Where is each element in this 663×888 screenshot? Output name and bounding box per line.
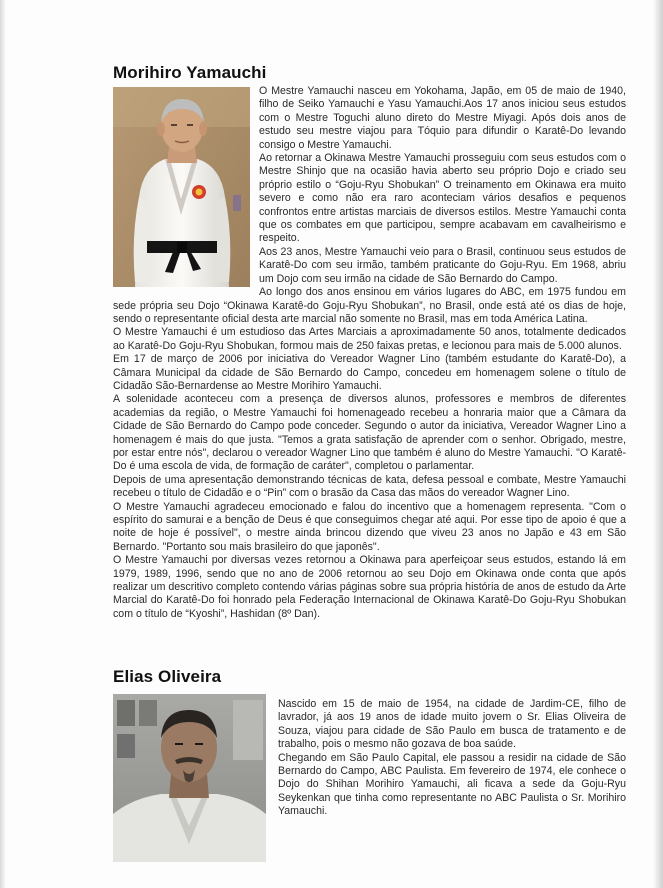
biography-yamauchi	[113, 85, 626, 621]
paragraph: O Mestre Yamauchi nasceu em Yokohama, Japão, em 05 de maio de 1940, filho de Seiko Yamauchi e Yasu Yamauchi.Aos 17 anos iniciou seus estudos com o Mestre Toguchi aluno direto do Mestre Miyagi. Após dois anos de estudo seu mestre viajou para Tóquio para difundir o Karatê-Do levando consigo o Mestre Yamauchi.	[259, 85, 626, 151]
paragraph: Ao retornar a Okinawa Mestre Yamauchi prosseguiu com seus estudos com o Mestre Shinjo que na ocasião havia aberto seu próprio Dojo e criado seu próprio estilo o “Goju-Ryu Shobukan” O treinamento em Okinawa era muito severo e como não era raro aconteciam vários desafios e pequenos confrontos entre artistas marciais de diversos estilos. Mestre Yamauchi conta que os combates em que participou, sempre acabavam em cavalheirismo e respeito.	[259, 152, 626, 245]
paragraph: Nascido em 15 de maio de 1954, na cidade de Jardim-CE, filho de lavrador, já aos 19 anos de idade muito jovem o Sr. Elias Oliveira de Souza, viajou para cidade de São Paulo em busca de tratamento e de trabalho, pois o mesmo não gozava de boa saúde.	[278, 698, 626, 751]
portrait-photo-icon	[113, 87, 250, 287]
biography-elias	[113, 698, 626, 866]
paragraph: Chegando em São Paulo Capital, ele passou a residir na cidade de São Bernardo do Campo, ABC Paulista. Em fevereiro de 1974, ele conhece o Dojo do Shihan Morihiro Yamauchi, ali ficava a sede da Goju-Ryu Seykenkan que tinha como representante no ABC Paulista o Sr. Morihiro Yamauchi.	[278, 751, 626, 818]
portrait-photo-yamauchi	[113, 87, 250, 287]
portrait-photo-icon	[113, 694, 266, 862]
portrait-photo-elias	[113, 694, 266, 862]
paragraph: Ao longo dos anos ensinou em vários lugares do ABC, em 1975 fundou em sede própria seu Dojo “Okinawa Karatê-do Goju-Ryu Shobukan”, no Brasil, onde está até os dias de hoje, sendo o representante oficial desta arte marcial não somente no Brasil, mas em toda América Latina.	[113, 286, 626, 325]
paragraph: Aos 23 anos, Mestre Yamauchi veio para o Brasil, continuou seus estudos de Karatê-Do com seu irmão, também praticante do Goju-Ryu. Em 1968, abriu um Dojo com seu irmão na cidade de São Bernardo do Campo.	[259, 245, 626, 285]
paragraph: O Mestre Yamauchi por diversas vezes retornou a Okinawa para aperfeiçoar seus estudos, estando lá em 1979, 1989, 1996, sendo que no ano de 2006 retornou ao seu Dojo em Okinawa onde conta que após realizar um descritivo completo contendo várias páginas sobre sua própria história de anos de estudo da Arte Marcial do Karatê-Do foi honrado pela Federação Internacional de Okinawa Karatê-Do Goju-Ryu Shobukan com o título de “Kyoshi”, Hashidan (8º Dan).	[113, 554, 626, 620]
paragraph: Em 17 de março de 2006 por iniciativa do Vereador Wagner Lino (também estudante do Karatê-Do), a Câmara Municipal da cidade de São Bernardo do Campo, concedeu em homenagem solene o título de Cidadão São-Bernardense ao Mestre Morihiro Yamauchi.	[113, 353, 626, 392]
paragraph: O Mestre Yamauchi agradeceu emocionado e falou do incentivo que a homenagem representa. "Com o espírito do samurai e a benção de Deus é que conseguimos chegar até aqui. Por esse tipo de apoio é que a noite de hoje é possível", o mestre ainda brincou dizendo que viveu 23 anos no Japão e 43 em São Bernardo. "Portanto sou mais brasileiro do que japonês".	[113, 500, 626, 553]
section-title-elias: Elias Oliveira	[113, 667, 222, 686]
page-edge-shadow-left	[0, 0, 6, 888]
section-title-yamauchi: Morihiro Yamauchi	[113, 63, 267, 82]
paragraph: O Mestre Yamauchi é um estudioso das Artes Marciais a aproximadamente 50 anos, totalmente dedicados ao Karatê-Do Goju-Ryu Shobukan, formou mais de 250 faixas pretas, e lecionou para mais de 5.000 alunos.	[113, 326, 626, 352]
page-edge-shadow-right	[653, 0, 663, 888]
paragraph: Depois de uma apresentação demonstrando técnicas de kata, defesa pessoal e combate, Mestre Yamauchi recebeu o título de Cidadão e o “Pin” com o brasão da Casa das mãos do vereador Wagner Lino.	[113, 473, 626, 500]
paragraph: A solenidade aconteceu com a presença de diversos alunos, professores e membros de diferentes academias da região, o Mestre Yamauchi foi homenageado recebeu a honraria maior que a Câmara da Cidade de São Bernardo do Campo pode conceder. Segundo o autor da iniciativa, Vereador Wagner Lino a homenagem é mais do que justa. "Temos a grata satisfação de aprender com o senhor. Obrigado, mestre, por estar entre nós", declarou o vereador Wagner Lino que também é aluno do Mestre Yamauchi. "O Karatê-Do é uma escola de vida, de formação de caráter", completou o parlamentar.	[113, 393, 626, 473]
